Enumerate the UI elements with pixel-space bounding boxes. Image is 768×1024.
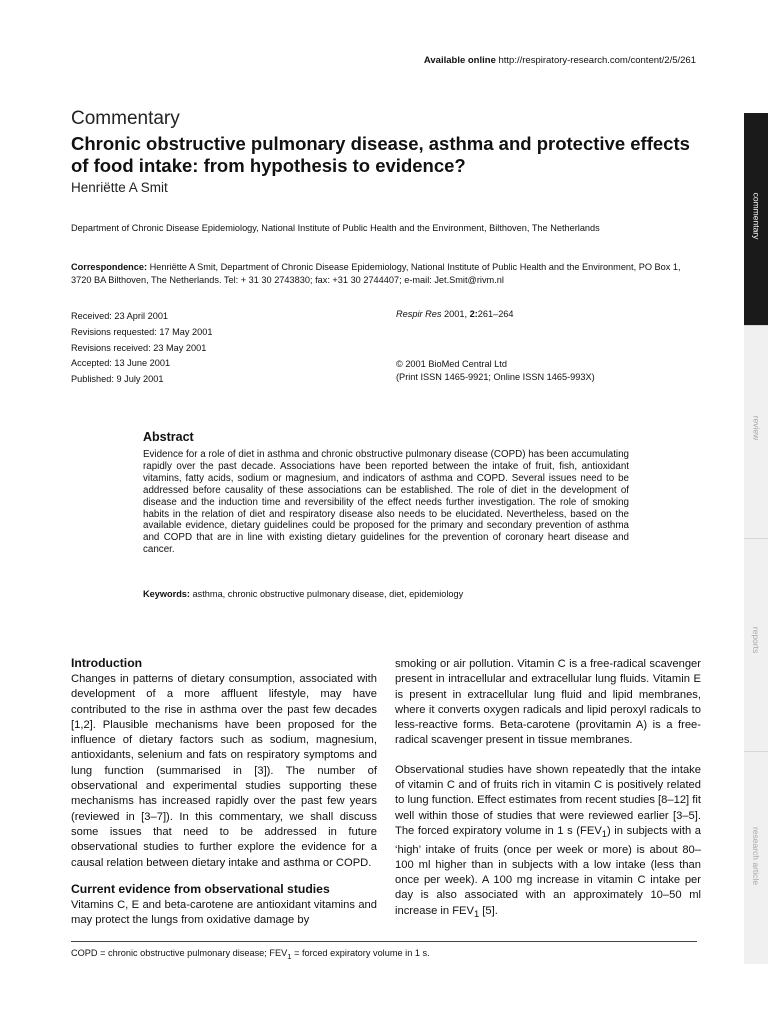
abstract-section xyxy=(143,430,629,556)
author-name: Henriëtte A Smit xyxy=(71,180,168,195)
sidebar-tab-label: commentary xyxy=(751,192,762,240)
body-column-right xyxy=(395,657,701,922)
copyright xyxy=(396,358,595,383)
citation-pages: 261–264 xyxy=(477,309,514,319)
footnote xyxy=(71,948,430,961)
keywords xyxy=(143,589,629,599)
online-label: Available online xyxy=(423,55,496,66)
availability-line xyxy=(424,55,696,66)
footnote-divider xyxy=(71,941,697,942)
footnote-text-1: COPD = chronic obstructive pulmonary disease; FEV xyxy=(71,948,288,958)
observational-text-3: [5]. xyxy=(479,904,498,917)
fev-subscript: 1 xyxy=(473,908,480,919)
introduction-text: Changes in patterns of dietary consumption, associated with development of a more affluent lifestyle, may have contributed to the rise in asthma over the past few decades [1,2]. Plausible mechanisms have been proposed for the influence of dietary factors such as sodium, magnesium, antioxidants, selenium and fats on respiratory symptoms and lung function (summarised in [3]). The number of observational and experimental studies supporting these mechanisms has increased rapidly over the past few years (reviewed in [3–7]). In this commentary, we shall discuss some issues that need to be addressed in future observational studies to further explore the evidence for a causal relation between dietary intake and asthma or COPD. xyxy=(71,673,377,869)
observational-paragraph xyxy=(395,763,701,922)
citation xyxy=(396,309,514,319)
footnote-subscript: 1 xyxy=(287,951,292,961)
correspondence-text: Henriëtte A Smit, Department of Chronic Disease Epidemiology, National Institute of Public Health and the Environment, PO Box 1, 3720 BA Bilthoven, The Netherlands. Tel: + 31 30 2743830; fax: +31 30 2744407; e-mail: Jet.Smit@rivm.nl xyxy=(71,262,681,285)
sidebar-tab-commentary[interactable] xyxy=(744,176,768,256)
abstract-heading: Abstract xyxy=(143,430,194,444)
citation-volume: 2: xyxy=(469,309,478,319)
introduction-heading: Introduction xyxy=(71,656,143,670)
sidebar-tab-review[interactable] xyxy=(744,388,768,468)
date-received: Received: 23 April 2001 xyxy=(71,311,169,321)
observational-text-2: ) in subjects with a ‘high’ intake of fruits (once per week or more) is about 80–100 ml higher than in subjects with a low intake (less than once per week). A 100 mg increase in vitamin C intake per day is also associated with an approximately 10–50 ml increase in FEV xyxy=(395,824,701,917)
sidebar-tab-label: reports xyxy=(751,626,761,654)
article-title: Chronic obstructive pulmonary disease, asthma and protective effects of food intake: from hypothesis to evidence? xyxy=(71,133,690,176)
fev-subscript: 1 xyxy=(601,829,607,840)
article-type: Commentary xyxy=(71,108,180,129)
sidebar-tab-label: review xyxy=(751,415,761,441)
issn-line: (Print ISSN 1465-9921; Online ISSN 1465-993X) xyxy=(396,371,595,382)
date-accepted: Accepted: 13 June 2001 xyxy=(71,358,171,369)
sidebar-tab-label: research article xyxy=(751,826,762,886)
affiliation: Department of Chronic Disease Epidemiology, National Institute of Public Health and the Environment, Bilthoven, The Netherlands xyxy=(71,223,600,233)
evidence-text-left: Vitamins C, E and beta-carotene are antioxidant vitamins and may protect the lungs from oxidative damage by xyxy=(71,898,377,927)
date-revisions-requested: Revisions requested: 17 May 2001 xyxy=(71,326,213,337)
date-published: Published: 9 July 2001 xyxy=(71,374,164,385)
correspondence-label: Correspondence: xyxy=(71,262,148,272)
date-revisions-received: Revisions received: 23 May 2001 xyxy=(71,342,207,353)
keywords-label: Keywords: xyxy=(143,589,190,599)
observational-text-1: Observational studies have shown repeatedly that the intake of vitamin C and of fruits rich in vitamin C is positively related to lung function. Effect estimates from recent studies [8–12] fit well within those of studies that were reviewed earlier [3–5]. The forced expiratory volume in 1 s (FEV xyxy=(395,763,701,837)
article-url[interactable]: http://respiratory-research.com/content/2/5/261 xyxy=(498,55,696,66)
correspondence xyxy=(71,261,696,286)
evidence-text-right: smoking or air pollution. Vitamin C is a free-radical scavenger present in intracellular and extracellular lung fluids. Vitamin E is present in extracellular lung fluid and lipid membranes, where it converts oxygen radicals and lipid peroxyl radicals to less-reactive forms. Beta-carotene (provitamin A) is a free-radical scavenger present in tissue membranes. xyxy=(395,658,701,747)
citation-year: 2001, xyxy=(444,309,468,319)
copyright-line: © 2001 BioMed Central Ltd xyxy=(396,359,507,369)
journal-name: Respir Res xyxy=(396,309,442,319)
keywords-text: asthma, chronic obstructive pulmonary disease, diet, epidemiology xyxy=(192,589,464,599)
abstract-text: Evidence for a role of diet in asthma and chronic obstructive pulmonary disease (COPD) has been accumulating rapidly over the past decade. Associations have been reported between the intake of fruit, fish, antioxidant vitamins, fatty acids, sodium or magnesium, and indicators of asthma and COPD. Several issues need to be addressed before causality of these associations can be established. The role of diet in the development of disease and the induction time and reversibility of the effect needs further investigation. The role of smoking habits in the relation of diet and respiratory disease also needs to be elucidated. Nevertheless, based on the available evidence, dietary guidelines could be proposed for the primary and secondary prevention of asthma and COPD that are in line with existing dietary guidelines for the prevention of coronary heart disease and cancer. xyxy=(143,449,629,556)
date-list xyxy=(71,309,212,388)
evidence-heading: Current evidence from observational studies xyxy=(71,881,330,896)
body-column-left xyxy=(71,656,377,928)
sidebar-tab-research-article[interactable] xyxy=(744,816,768,896)
footnote-text-2: = forced expiratory volume in 1 s. xyxy=(291,948,430,958)
sidebar-tab-reports[interactable] xyxy=(744,600,768,680)
